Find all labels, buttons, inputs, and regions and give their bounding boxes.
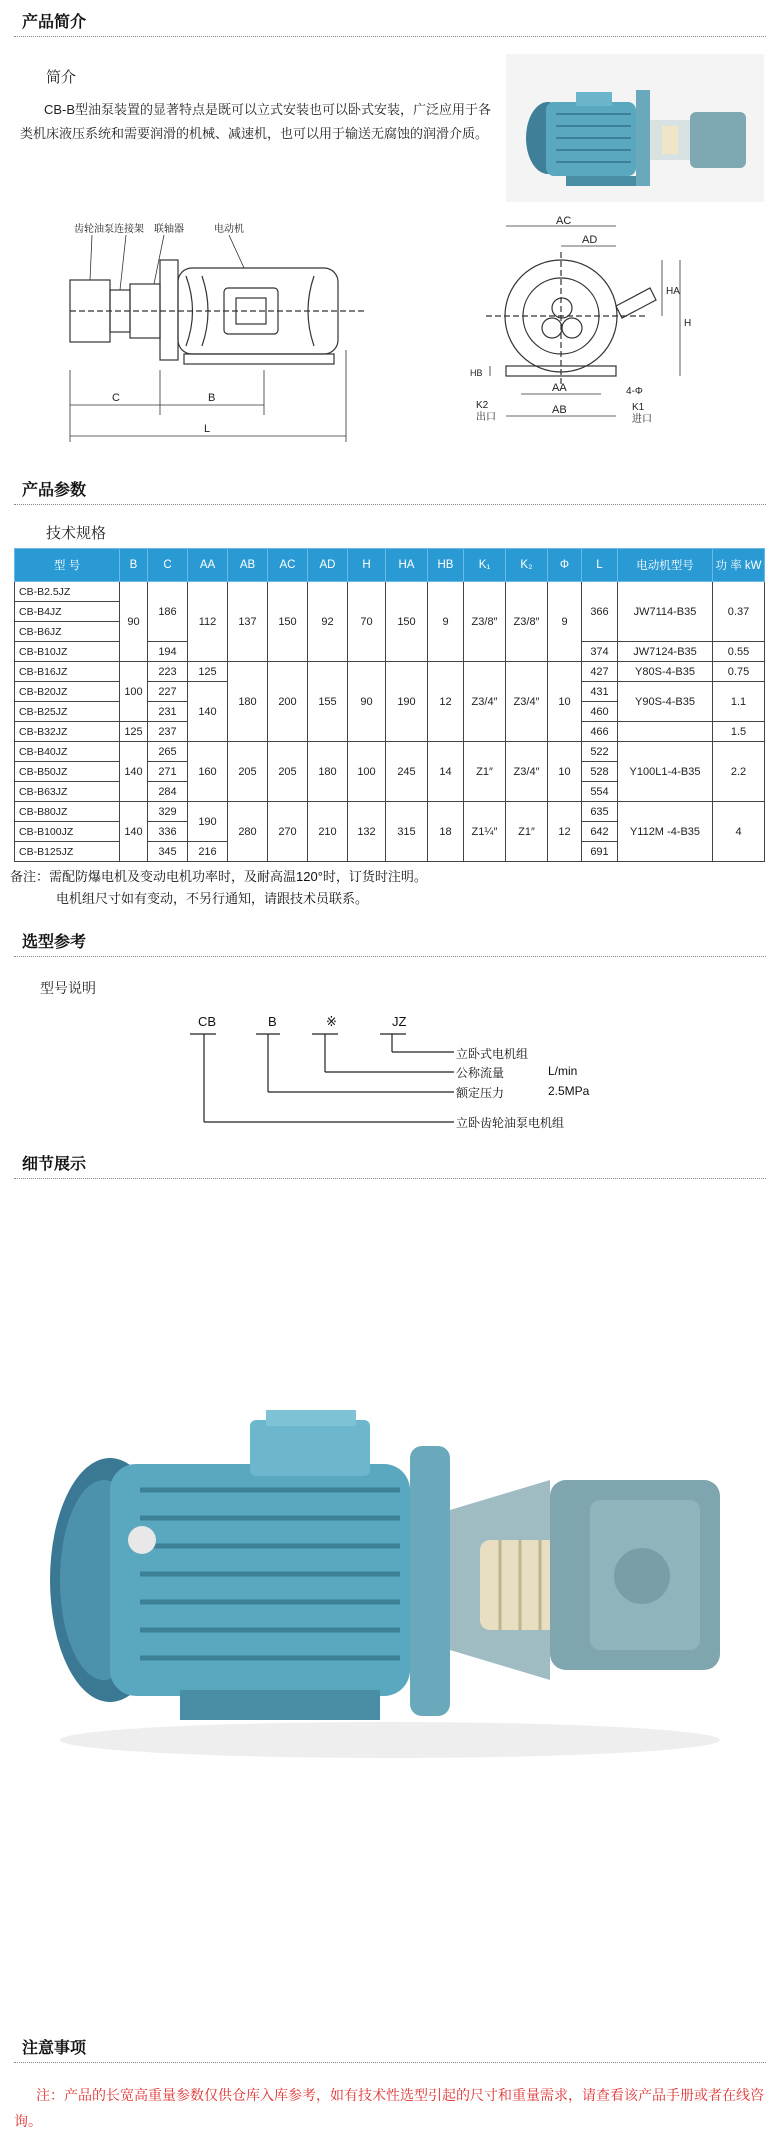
cell-L: 635 — [582, 802, 618, 822]
model-cell: CB-B4JZ — [15, 602, 120, 622]
dim-AC: AC — [556, 216, 572, 227]
header-cell: 型 号 — [15, 549, 120, 582]
tree-label-flow: 公称流量 — [456, 1066, 505, 1080]
header-cell: 功 率 kW — [713, 549, 765, 582]
tree-label-pressure-value: 2.5MPa — [548, 1084, 590, 1098]
section-params-header — [14, 478, 766, 505]
dim-AA: AA — [552, 382, 567, 394]
cell-K1: Z1″ — [464, 742, 506, 802]
table-row — [15, 742, 765, 762]
dim-phi: 4-Φ — [626, 386, 643, 397]
cell-AA: 140 — [188, 682, 228, 742]
table-row — [15, 802, 765, 822]
cell-HA: 315 — [386, 802, 428, 862]
section-title: 产品简介 — [22, 14, 87, 31]
label-inlet: 进口 — [632, 414, 652, 425]
notice-text: 注：产品的长宽高重量参数仅供仓库入库参考，如有技术性选型引起的尺寸和重量需求，请查看该产品手册或者在线咨询。 — [14, 2087, 764, 2129]
cell-B: 140 — [120, 802, 148, 862]
note-line-1: 备注：需配防爆电机及变动电机功率时，及耐高温120°时，订货时注明。 — [10, 869, 427, 884]
model-code-b: B — [268, 1014, 277, 1029]
cell-C: 284 — [148, 782, 188, 802]
cell-L: 466 — [582, 722, 618, 742]
model-cell: CB-B2.5JZ — [15, 582, 120, 602]
section-title: 注意事项 — [22, 2040, 87, 2057]
cell-H: 132 — [348, 802, 386, 862]
header-cell: HB — [428, 549, 464, 582]
cell-L: 528 — [582, 762, 618, 782]
dim-AD: AD — [582, 234, 598, 246]
section-title: 产品参数 — [22, 482, 87, 499]
cell-AC: 200 — [268, 662, 308, 742]
cell-HA: 150 — [386, 582, 428, 662]
dim-HA: HA — [666, 286, 680, 297]
cell-C: 329 — [148, 802, 188, 822]
cell-AD: 180 — [308, 742, 348, 802]
cell-C: 271 — [148, 762, 188, 782]
label-connector: 连接架 — [114, 224, 144, 235]
model-cell: CB-B125JZ — [15, 842, 120, 862]
header-cell: Φ — [548, 549, 582, 582]
front-view-drawing — [466, 216, 716, 456]
cell-AB: 180 — [228, 662, 268, 742]
model-cell: CB-B6JZ — [15, 622, 120, 642]
cell-C: 231 — [148, 702, 188, 722]
cell-AD: 210 — [308, 802, 348, 862]
side-view-drawing — [64, 210, 394, 450]
model-cell: CB-B80JZ — [15, 802, 120, 822]
cell-AA: 160 — [188, 742, 228, 802]
model-cell: CB-B100JZ — [15, 822, 120, 842]
cell-motor: Y90S-4-B35 — [618, 682, 713, 722]
dim-AB: AB — [552, 404, 567, 416]
label-gear-pump: 齿轮油泵 — [74, 224, 114, 235]
dim-C: C — [112, 392, 120, 404]
model-cell: CB-B20JZ — [15, 682, 120, 702]
cell-C: 345 — [148, 842, 188, 862]
header-cell: AA — [188, 549, 228, 582]
cell-AA: 216 — [188, 842, 228, 862]
section-notice-header — [14, 2036, 766, 2063]
cell-power: 1.1 — [713, 682, 765, 722]
cell-K2: Z1″ — [506, 802, 548, 862]
cell-AA: 112 — [188, 582, 228, 662]
tree-label-pressure: 额定压力 — [456, 1086, 505, 1100]
cell-HA: 190 — [386, 662, 428, 742]
cell-motor: JW7124-B35 — [618, 642, 713, 662]
cell-power: 0.37 — [713, 582, 765, 642]
cell-K1: Z3/4″ — [464, 662, 506, 742]
cell-phi: 12 — [548, 802, 582, 862]
section-detail-header — [14, 1152, 766, 1179]
tree-label-pump-group: 立卧齿轮油泵电机组 — [456, 1116, 565, 1130]
model-cell: CB-B25JZ — [15, 702, 120, 722]
header-cell: L — [582, 549, 618, 582]
cell-L: 460 — [582, 702, 618, 722]
cell-L: 366 — [582, 582, 618, 642]
cell-C: 265 — [148, 742, 188, 762]
cell-B: 90 — [120, 582, 148, 662]
model-cell: CB-B63JZ — [15, 782, 120, 802]
label-coupling: 联轴器 — [154, 224, 184, 235]
table-row — [15, 662, 765, 682]
cell-AC: 270 — [268, 802, 308, 862]
cell-power: 0.55 — [713, 642, 765, 662]
model-cell: CB-B16JZ — [15, 662, 120, 682]
cell-HB: 18 — [428, 802, 464, 862]
cell-AB: 205 — [228, 742, 268, 802]
model-cell: CB-B40JZ — [15, 742, 120, 762]
spec-subtitle: 技术规格 — [46, 525, 107, 542]
label-K1: K1 — [632, 402, 645, 413]
spec-table — [14, 548, 765, 862]
cell-AD: 155 — [308, 662, 348, 742]
cell-B: 140 — [120, 742, 148, 802]
header-cell: AD — [308, 549, 348, 582]
header-cell: AC — [268, 549, 308, 582]
cell-power: 1.5 — [713, 722, 765, 742]
cell-phi: 10 — [548, 662, 582, 742]
label-outlet: 出口 — [476, 412, 496, 423]
label-K2: K2 — [476, 400, 489, 411]
model-tree-lines — [180, 1030, 470, 1140]
cell-HB: 12 — [428, 662, 464, 742]
model-cell: CB-B10JZ — [15, 642, 120, 662]
cell-K2: Z3/8″ — [506, 582, 548, 662]
model-cell: CB-B50JZ — [15, 762, 120, 782]
cell-H: 100 — [348, 742, 386, 802]
model-code-jz: JZ — [392, 1014, 407, 1029]
cell-AA: 190 — [188, 802, 228, 842]
cell-B: 125 — [120, 722, 148, 742]
model-code-flow: ※ — [326, 1014, 337, 1029]
cell-AC: 205 — [268, 742, 308, 802]
cell-motor: Y100L1-4-B35 — [618, 742, 713, 802]
tree-label-flow-unit: L/min — [548, 1064, 578, 1078]
product-thumbnail — [506, 54, 764, 202]
table-header-row — [15, 549, 765, 582]
cell-AD: 92 — [308, 582, 348, 662]
cell-motor: Y112M -4-B35 — [618, 802, 713, 862]
table-row — [15, 582, 765, 602]
intro-subtitle: 简介 — [46, 69, 77, 86]
cell-L: 522 — [582, 742, 618, 762]
cell-K2: Z3/4″ — [506, 742, 548, 802]
cell-motor: JW7114-B35 — [618, 582, 713, 642]
section-title: 细节展示 — [22, 1156, 87, 1173]
cell-power: 2.2 — [713, 742, 765, 802]
dim-L: L — [204, 423, 211, 435]
cell-phi: 10 — [548, 742, 582, 802]
cell-H: 90 — [348, 662, 386, 742]
section-select-header — [14, 930, 766, 957]
header-cell: HA — [386, 549, 428, 582]
cell-C: 237 — [148, 722, 188, 742]
section-intro-header — [14, 10, 766, 37]
cell-C: 223 — [148, 662, 188, 682]
cell-B: 100 — [120, 662, 148, 722]
select-subtitle: 型号说明 — [40, 980, 96, 996]
dim-HB: HB — [470, 368, 483, 378]
label-motor: 电动机 — [214, 224, 244, 235]
cell-H: 70 — [348, 582, 386, 662]
cell-power: 4 — [713, 802, 765, 862]
header-cell: K₁ — [464, 549, 506, 582]
note-line-2: 电机组尺寸如有变动，不另行通知，请跟技术员联系。 — [56, 891, 369, 906]
cell-L: 554 — [582, 782, 618, 802]
cell-AB: 280 — [228, 802, 268, 862]
cell-AB: 137 — [228, 582, 268, 662]
cell-K2: Z3/4″ — [506, 662, 548, 742]
cell-HB: 14 — [428, 742, 464, 802]
header-cell: AB — [228, 549, 268, 582]
cell-motor: Y80S-4-B35 — [618, 662, 713, 682]
cell-C: 186 — [148, 582, 188, 642]
product-photo-large — [30, 1390, 750, 1770]
model-code-cb: CB — [198, 1014, 217, 1029]
cell-K1: Z1¼″ — [464, 802, 506, 862]
cell-L: 691 — [582, 842, 618, 862]
header-cell: H — [348, 549, 386, 582]
cell-L: 642 — [582, 822, 618, 842]
cell-C: 194 — [148, 642, 188, 662]
header-cell: B — [120, 549, 148, 582]
cell-AA: 125 — [188, 662, 228, 682]
cell-HA: 245 — [386, 742, 428, 802]
cell-motor-empty — [618, 722, 713, 742]
intro-text: CB-B型油泵装置的显著特点是既可以立式安装也可以卧式安装，广泛应用于各类机床液压系统和需要润滑的机械、减速机，也可以用于输送无腐蚀的润滑介质。 — [20, 102, 492, 141]
cell-power: 0.75 — [713, 662, 765, 682]
header-cell: C — [148, 549, 188, 582]
dim-H: H — [684, 318, 692, 329]
header-cell: K₂ — [506, 549, 548, 582]
section-title: 选型参考 — [22, 934, 87, 951]
cell-HB: 9 — [428, 582, 464, 662]
tree-label-motor-group: 立卧式电机组 — [456, 1047, 529, 1061]
cell-L: 431 — [582, 682, 618, 702]
cell-L: 427 — [582, 662, 618, 682]
model-cell: CB-B32JZ — [15, 722, 120, 742]
cell-phi: 9 — [548, 582, 582, 662]
cell-AC: 150 — [268, 582, 308, 662]
header-cell: 电动机型号 — [618, 549, 713, 582]
dim-B: B — [208, 392, 216, 404]
cell-C: 227 — [148, 682, 188, 702]
cell-L: 374 — [582, 642, 618, 662]
cell-K1: Z3/8″ — [464, 582, 506, 662]
cell-C: 336 — [148, 822, 188, 842]
